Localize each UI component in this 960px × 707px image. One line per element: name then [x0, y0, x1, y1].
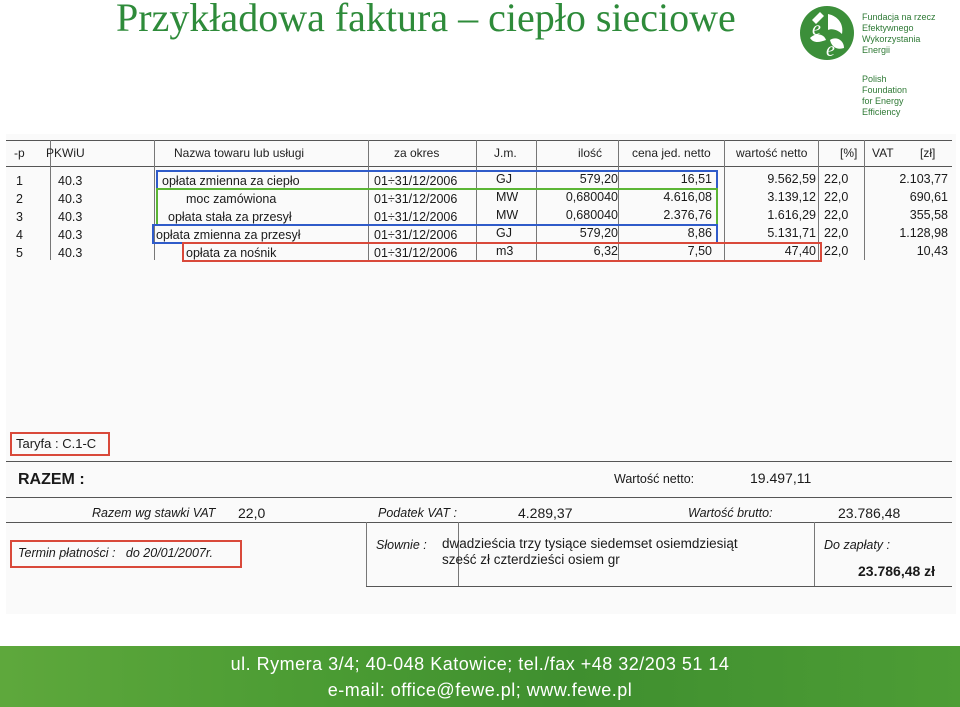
gross-label: Wartość brutto:	[688, 506, 773, 520]
row-lp: 3	[16, 210, 23, 224]
vat-tax-label: Podatek VAT :	[378, 506, 457, 520]
row-rate: 22,0	[824, 226, 849, 240]
row-lp: 2	[16, 192, 23, 206]
row-period: 01÷31/12/2006	[374, 192, 458, 206]
row-period: 01÷31/12/2006	[374, 228, 458, 242]
logo-line: Efficiency	[862, 107, 901, 117]
row-name: opłata zmienna za ciepło	[162, 174, 300, 188]
gross-value: 23.786,48	[838, 505, 901, 521]
row-lp: 1	[16, 174, 23, 188]
net-total-value: 19.497,11	[750, 470, 812, 486]
row-vat: 10,43	[916, 244, 948, 258]
row-price: 2.376,76	[663, 208, 712, 222]
to-pay-label: Do zapłaty :	[824, 538, 891, 552]
row-net: 1.616,29	[767, 208, 816, 222]
header-qty: ilość	[578, 146, 603, 160]
column-divider	[476, 140, 477, 260]
footer-address: ul. Rymera 3/4; 40-048 Katowice; tel./fax +48 32/203 51 14	[230, 654, 730, 674]
row-net: 5.131,71	[767, 226, 816, 240]
row-qty: 6,32	[593, 244, 618, 258]
row-unit: GJ	[496, 226, 512, 240]
row-period: 01÷31/12/2006	[374, 246, 458, 260]
row-lp: 5	[16, 246, 23, 260]
row-pkwiu: 40.3	[58, 246, 83, 260]
header-unit-price: cena jed. netto	[632, 146, 711, 160]
column-divider	[818, 140, 819, 260]
words-label: Słownie :	[376, 538, 427, 552]
row-name: moc zamówiona	[186, 192, 277, 206]
table-header-border	[6, 166, 952, 167]
row-pkwiu: 40.3	[58, 174, 83, 188]
row-price: 4.616,08	[663, 190, 712, 204]
row-rate: 22,0	[824, 172, 849, 186]
words-line-1: dwadzieścia trzy tysiące siedemset osiemdziesiąt	[442, 536, 738, 551]
total-label: RAZEM :	[18, 471, 85, 488]
tariff-label: Taryfa : C.1-C	[16, 436, 97, 451]
table-top-border	[6, 140, 952, 141]
row-price: 16,51	[680, 172, 712, 186]
header-vat-rate: [%]	[840, 146, 858, 160]
header-pkwiu: PKWiU	[46, 146, 85, 160]
row-vat: 690,61	[909, 190, 948, 204]
logo-line: Foundation	[862, 85, 908, 95]
words-line-2: sześć zł czterdzieści osiem gr	[442, 552, 620, 567]
column-divider	[366, 522, 367, 586]
logo-line: Fundacja na rzecz	[862, 12, 936, 22]
row-lp: 4	[16, 228, 23, 242]
row-pkwiu: 40.3	[58, 210, 83, 224]
logo-text-english	[862, 74, 907, 118]
vat-rate-label: Razem wg stawki VAT	[92, 506, 216, 520]
row-rate: 22,0	[824, 190, 849, 204]
words-border	[366, 586, 952, 587]
table-bottom-border	[6, 461, 952, 462]
logo-line: Wykorzystania	[862, 34, 921, 44]
svg-text:e: e	[812, 18, 821, 40]
row-pkwiu: 40.3	[58, 192, 83, 206]
vat-border-top	[6, 522, 952, 523]
row-qty: 0,680040	[565, 208, 618, 222]
column-divider	[368, 140, 369, 260]
vat-tax-value: 4.289,37	[518, 505, 573, 521]
header-period: za okres	[394, 146, 440, 160]
row-name: opłata zmienna za przesył	[156, 228, 301, 242]
logo-line: for Energy	[862, 96, 904, 106]
row-vat: 355,58	[909, 208, 948, 222]
row-qty: 0,680040	[565, 190, 618, 204]
column-divider	[154, 140, 155, 260]
header-vat: VAT	[872, 146, 894, 160]
row-pkwiu: 40.3	[58, 228, 83, 242]
header-vat-amount: [zł]	[920, 146, 936, 160]
totals-border	[6, 497, 952, 498]
row-price: 7,50	[687, 244, 712, 258]
fewe-logo-mark-icon	[798, 4, 856, 62]
column-divider	[814, 522, 815, 586]
fewe-logo	[798, 4, 958, 124]
row-qty: 579,20	[579, 226, 618, 240]
footer-bar	[0, 646, 960, 707]
row-price: 8,86	[687, 226, 712, 240]
header-lp: -p	[14, 146, 25, 160]
row-unit: m3	[496, 244, 514, 258]
row-name: opłata za nośnik	[186, 246, 277, 260]
header-unit: J.m.	[494, 146, 517, 160]
row-vat: 2.103,77	[899, 172, 948, 186]
row-name: opłata stała za przesył	[168, 210, 292, 224]
to-pay-value: 23.786,48 zł	[858, 563, 936, 579]
vat-rate-value: 22,0	[238, 505, 266, 521]
row-rate: 22,0	[824, 208, 849, 222]
logo-line: Efektywnego	[862, 23, 914, 33]
net-total-label: Wartość netto:	[614, 472, 695, 486]
logo-text-polish	[862, 12, 936, 56]
row-unit: MW	[496, 208, 519, 222]
row-period: 01÷31/12/2006	[374, 174, 458, 188]
payment-term: Termin płatności : do 20/01/2007r.	[18, 546, 214, 560]
row-qty: 579,20	[579, 172, 618, 186]
svg-text:e: e	[826, 39, 835, 61]
row-unit: MW	[496, 190, 519, 204]
footer-contact: e-mail: office@fewe.pl; www.fewe.pl	[327, 680, 633, 700]
row-vat: 1.128,98	[899, 226, 948, 240]
invoice-scan	[6, 134, 956, 614]
logo-line: Energii	[862, 45, 891, 55]
row-net: 47,40	[784, 244, 816, 258]
row-unit: GJ	[496, 172, 512, 186]
header-name: Nazwa towaru lub usługi	[174, 146, 305, 160]
row-net: 9.562,59	[767, 172, 816, 186]
row-period: 01÷31/12/2006	[374, 210, 458, 224]
header-net-value: wartość netto	[736, 146, 808, 160]
row-net: 3.139,12	[767, 190, 816, 204]
logo-line: Polish	[862, 74, 887, 84]
slide-title: Przykładowa faktura – ciepło sieciowe	[116, 0, 736, 40]
row-rate: 22,0	[824, 244, 849, 258]
